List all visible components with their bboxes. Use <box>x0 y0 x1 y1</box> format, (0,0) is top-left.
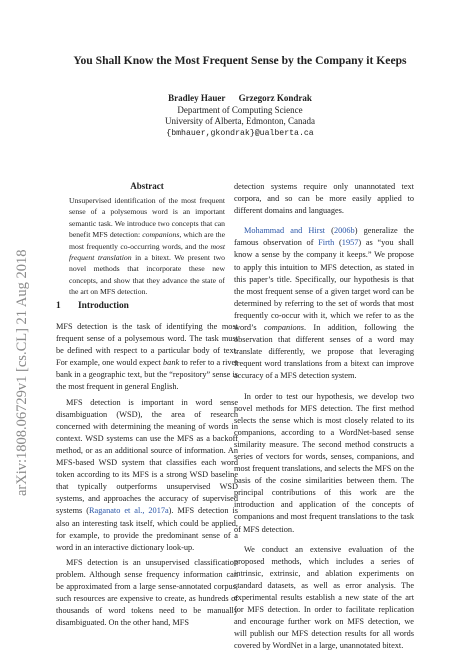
section-heading <box>56 300 129 312</box>
author-names: Bradley Hauer Grzegorz Kondrak <box>168 93 312 103</box>
paragraph: In order to test our hypothesis, we develop two novel methods for MFS detection. The first method selects the sense which is most closely related to its companions, according to a WordNet-based sense similarity measure. The second method constructs a series of vectors for words, senses, companions, and most frequent translations, and selects the MFS on the basis of the cosine similarities between them. The principal contributions of this work are the introduction and application of the concepts of companions and most frequent translations to the task of MFS detection. <box>234 391 414 534</box>
author-email[interactable]: {bmhauer,gkondrak}@ualberta.ca <box>166 128 314 138</box>
paragraph: MFS detection is an unsupervised classification problem. Although sense frequency information can be approximated from a large sense-annotated corpus, such resources are expensive to create, as hundreds of thousands of word tokens need to be manually disambiguated. On the other hand, MFS <box>56 557 238 628</box>
abstract-heading: Abstract <box>130 181 164 191</box>
abstract-text: in a bitext. We present two novel methods that incorporate these new concepts, and show that they advance the state of the art on MFS detection. <box>69 253 225 297</box>
section-title: Introduction <box>78 301 129 311</box>
paragraph: detection systems require only unannotated text corpora, and so can be more easily applied to different domains and languages. <box>234 182 414 216</box>
paragraph-text: ). MFS detection is also an interesting task itself, which could be applied, for example, to provide the predominant sense of a word in an interactive dictionary look-up. <box>56 506 238 552</box>
paragraph <box>234 225 414 382</box>
citation-year-link[interactable]: 2006b <box>333 226 355 236</box>
paragraph-text: ( <box>325 226 334 236</box>
intro-left-column <box>56 321 238 629</box>
paragraph-text: MFS detection is important in word sense disambiguation (WSD), the area of research concerned with determining the meaning of words in context. WSD systems can use the MFS as a backoff method, or as an additional source of information. An MFS-based WSD system that classifies each word token according to its MFS is a strong WSD baseline that typically outperforms unsupervised WSD systems, and approaches the accuracy of supervised systems ( <box>56 397 238 516</box>
abstract-text: Unsupervised identification of the most frequent sense of a polysemous word is an important semantic task. We introduce two concepts that can benefit MFS detection: <box>69 196 225 240</box>
paper-title: You Shall Know the Most Frequent Sense by the Company it Keeps <box>73 54 407 67</box>
paragraph-text: ( <box>334 238 342 248</box>
author-department: Department of Computing Science <box>177 104 303 115</box>
paragraph-text: MFS detection is the task of identifying the most frequent sense of a polysemous word. The task must be defined with respect to a particular body of text. For example, one would expect <box>56 322 238 368</box>
paragraph-text: ) as “you shall know a sense by the company it keeps.” We propose to apply this intuition to MFS detection, as stated in this paper’s title. Specifically, our hypothesis is that the most frequent sense of a given target word can be determined by referring to the set of words that most frequently co-occur with it, which we refer to as the word’s <box>234 238 414 333</box>
paragraph: We conduct an extensive evaluation of the proposed methods, which includes a series of intrinsic, extrinsic, and ablation experiments on standard datasets, as well as error analysis. The experimental results establish a new state of the art for MFS detection. In order to facilitate replication and encourage further work on MFS detection, we will publish our MFS detection results for all words covered by WordNet in a large, unannotated bitext. <box>234 544 414 651</box>
author-university: University of Alberta, Edmonton, Canada <box>165 116 315 127</box>
citation-link[interactable]: Firth <box>318 238 335 248</box>
citation-link[interactable]: Mohammad and Hirst <box>244 226 325 236</box>
abstract-text: , which are the most frequently co-occurring words, and the <box>69 230 225 251</box>
paragraph-text: to refer to a river bank in a geographic text, but the “repository” sense is the most frequent in general English. <box>56 358 238 392</box>
paragraph-text: . In addition, following the observation that different senses of a word may translate differently, we propose that leveraging frequent word translations from a bitext can improve accuracy of a MFS detection system. <box>234 323 414 381</box>
emphasis: bank <box>163 358 180 368</box>
emphasis: companions <box>263 323 305 333</box>
abstract-em-companions: companions <box>142 230 180 240</box>
arxiv-stamp: arXiv:1808.06729v1 [cs.CL] 21 Aug 2018 <box>14 249 30 496</box>
section-number: 1 <box>56 301 61 311</box>
citation-link[interactable]: Raganato et al., 2017a <box>89 506 169 516</box>
author-block <box>60 93 420 139</box>
abstract-em-most-frequent-translation: most frequent translation <box>69 241 225 263</box>
intro-right-column <box>234 181 414 652</box>
abstract-body <box>69 195 225 298</box>
paragraph <box>56 397 238 554</box>
citation-year-link[interactable]: 1957 <box>341 238 359 248</box>
paragraph-text: ) generalize the famous observation of <box>234 226 414 248</box>
paragraph <box>56 321 238 394</box>
